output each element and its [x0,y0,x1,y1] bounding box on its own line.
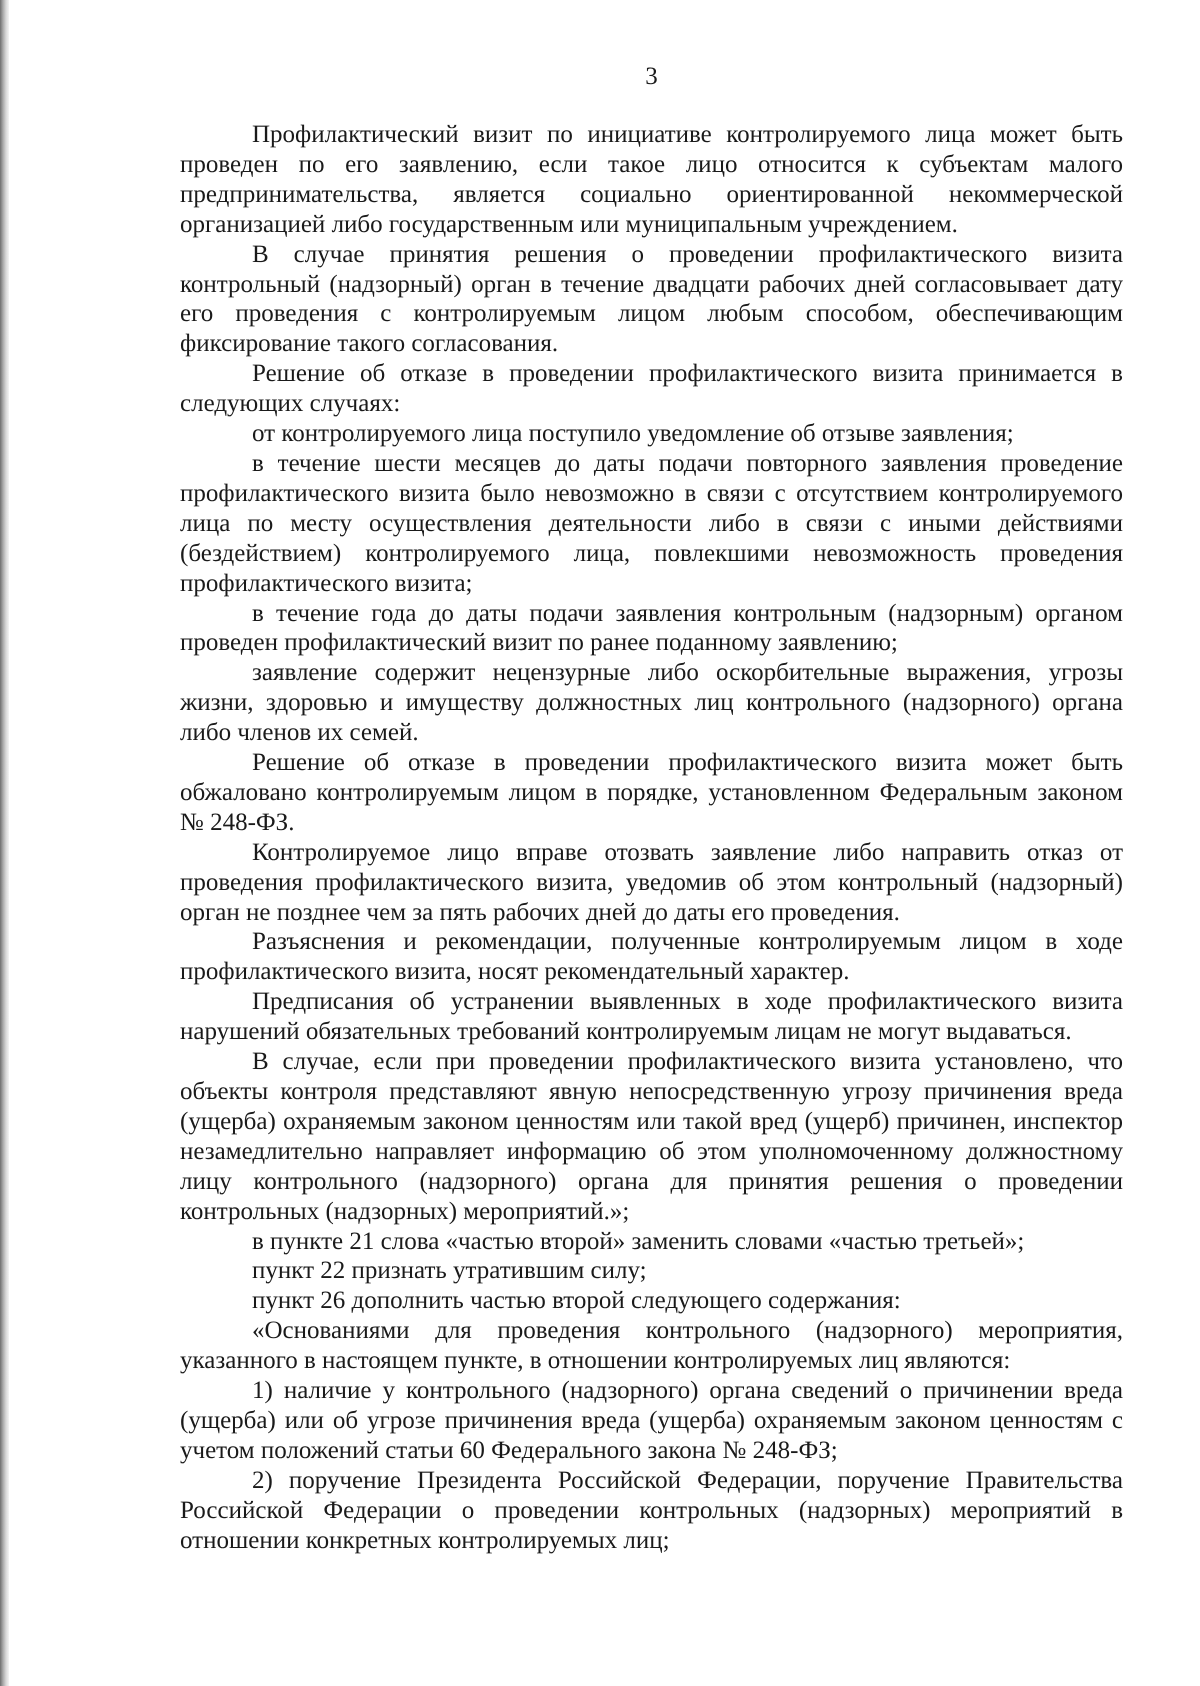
list-item-within-year: в течение года до даты подачи заявления контрольным (надзорным) органом проведен профилактический визит по ранее поданному заявлению; [180,599,1123,657]
grounds-item-1: 1) наличие у контрольного (надзорного) органа сведений о причинении вреда (ущерба) или об угрозе причинения вреда (ущерба) охраняемым законом ценностям с учетом положений статьи 60 Федерального закона № 248-ФЗ; [180,1377,1123,1464]
paragraph-grounds-intro: «Основаниями для проведения контрольного (надзорного) мероприятия, указанного в настоящем пункте, в отношении контролируемых лиц являются: [180,1317,1123,1375]
list-item-withdrawal: от контролируемого лица поступило уведомление об отзыве заявления; [252,420,1014,448]
grounds-item-2: 2) поручение Президента Российской Федерации, поручение Правительства Российской Федерации о проведении контрольных (надзорных) мероприятий в отношении конкретных контролируемых лиц; [180,1466,1123,1554]
paragraph-visit-date-agreement: В случае принятия решения о проведении профилактического визита контрольный (надзорный) орган в течение двадцати рабочих дней согласовывает дату его проведения с контролируемым лицом любым способом, обеспечивающим фиксирование такого согласования. [180,240,1123,358]
scan-edge-shadow [0,0,9,1686]
page-number: 3 [645,63,658,90]
document-body [180,120,1123,1556]
paragraph-visit-initiative: Профилактический визит по инициативе контролируемого лица может быть проведен по его заявлению, если такое лицо относится к субъектам малого предпринимательства, является социально ориентированной некоммерческой организацией либо государственным или муниципальным учреждением. [180,121,1123,238]
paragraph-recommendations: Разъяснения и рекомендации, полученные контролируемым лицом в ходе профилактического визита, носят рекомендательный характер. [180,928,1123,986]
paragraph-refusal-appeal: Решение об отказе в проведении профилактического визита может быть обжаловано контролируемым лицом в порядке, установленном Федеральным законом № 248-ФЗ. [180,749,1123,836]
amendment-item-26: пункт 26 дополнить частью второй следующего содержания: [252,1287,901,1315]
paragraph-withdraw-application: Контролируемое лицо вправе отозвать заявление либо направить отказ от проведения профилактического визита, уведомив об этом контрольный (надзорный) орган не позднее чем за пять рабочих дней до даты его проведения. [180,838,1123,926]
amendment-item-22: пункт 22 признать утратившим силу; [252,1257,647,1285]
list-item-six-months: в течение шести месяцев до даты подачи повторного заявления проведение профилактического визита было невозможно в связи с отсутствием контролируемого лица по месту осуществления деятельности либо в связи с иными действиями (бездействием) контролируемого лица, повлекшими невозможность проведения профилактического визита; [180,449,1123,597]
paragraph-threat-detected: В случае, если при проведении профилактического визита установлено, что объекты контроля представляют явную непосредственную угрозу причинения вреда (ущерба) охраняемым законом ценностям или такой вред (ущерб) причинен, инспектор незамедлительно направляет информацию об этом уполномоченному должностному лицу контрольного (надзорного) органа для принятия решения о проведении контрольных (надзорных) мероприятий.»; [180,1048,1123,1225]
paragraph-no-orders: Предписания об устранении выявленных в ходе профилактического визита нарушений обязательных требований контролируемым лицам не могут выдаваться. [180,988,1123,1046]
paragraph-refusal-cases: Решение об отказе в проведении профилактического визита принимается в следующих случаях: [180,360,1123,418]
list-item-obscene-content: заявление содержит нецензурные либо оскорбительные выражения, угрозы жизни, здоровью и имуществу должностных лиц контрольного (надзорного) органа либо членов их семей. [180,659,1123,747]
document-page [180,58,1123,1556]
amendment-item-21: в пункте 21 слова «частью второй» заменить словами «частью третьей»; [252,1227,1025,1255]
